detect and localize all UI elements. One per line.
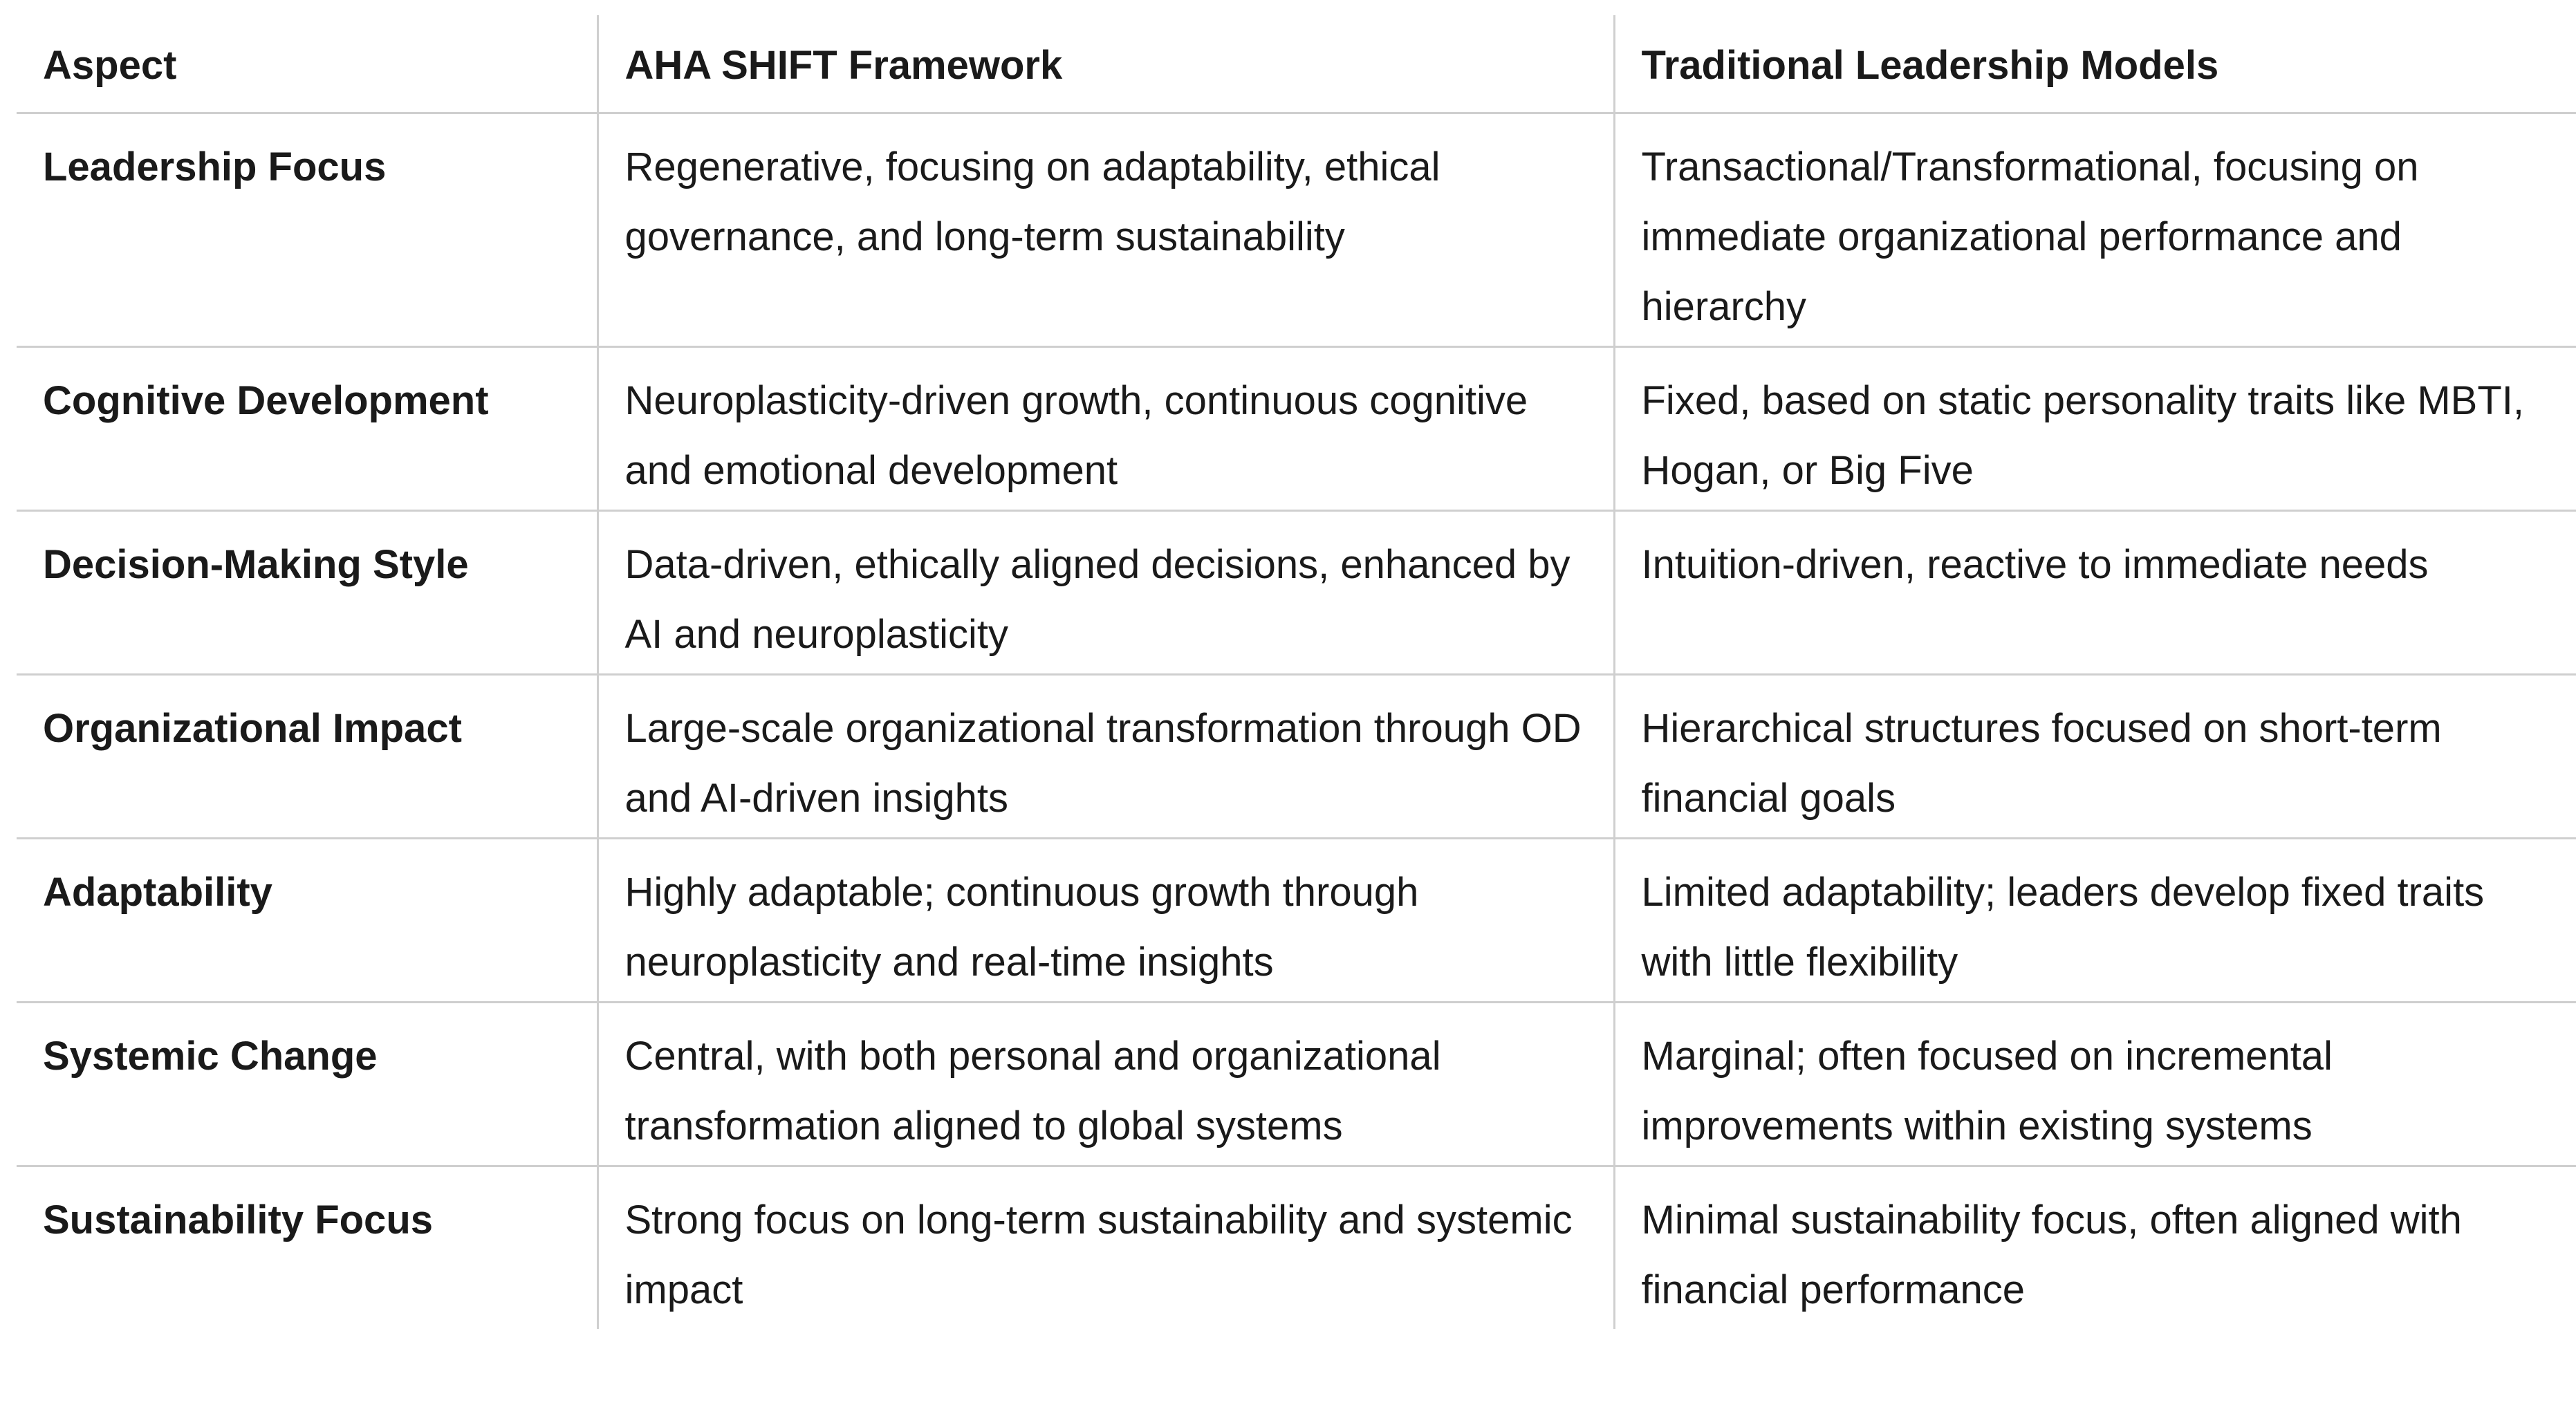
aspect-cell: Cognitive Development xyxy=(17,347,597,511)
aspect-cell: Leadership Focus xyxy=(17,113,597,347)
aspect-cell: Systemic Change xyxy=(17,1003,597,1166)
traditional-cell: Hierarchical structures focused on short-term financial goals xyxy=(1614,675,2576,839)
table-row xyxy=(17,347,2576,511)
aspect-cell: Adaptability xyxy=(17,839,597,1003)
aspect-cell: Sustainability Focus xyxy=(17,1166,597,1330)
table-row xyxy=(17,1003,2576,1166)
header-aspect: Aspect xyxy=(17,15,597,113)
comparison-table xyxy=(17,15,2576,1329)
traditional-cell: Limited adaptability; leaders develop fixed traits with little flexibility xyxy=(1614,839,2576,1003)
traditional-cell: Minimal sustainability focus, often aligned with financial performance xyxy=(1614,1166,2576,1330)
table-row xyxy=(17,839,2576,1003)
aha-cell: Strong focus on long-term sustainability and systemic impact xyxy=(597,1166,1614,1330)
traditional-cell: Transactional/Transformational, focusing on immediate organizational performance and hierarchy xyxy=(1614,113,2576,347)
traditional-cell: Intuition-driven, reactive to immediate needs xyxy=(1614,511,2576,675)
aha-cell: Neuroplasticity-driven growth, continuous cognitive and emotional development xyxy=(597,347,1614,511)
table-row xyxy=(17,675,2576,839)
aspect-cell: Decision-Making Style xyxy=(17,511,597,675)
aspect-cell: Organizational Impact xyxy=(17,675,597,839)
header-aha-shift: AHA SHIFT Framework xyxy=(597,15,1614,113)
aha-cell: Highly adaptable; continuous growth through neuroplasticity and real-time insights xyxy=(597,839,1614,1003)
aha-cell: Central, with both personal and organizational transformation aligned to global systems xyxy=(597,1003,1614,1166)
comparison-table-container xyxy=(17,15,2576,1410)
traditional-cell: Fixed, based on static personality traits like MBTI, Hogan, or Big Five xyxy=(1614,347,2576,511)
table-row xyxy=(17,113,2576,347)
aha-cell: Large-scale organizational transformation through OD and AI-driven insights xyxy=(597,675,1614,839)
traditional-cell: Marginal; often focused on incremental improvements within existing systems xyxy=(1614,1003,2576,1166)
aha-cell: Regenerative, focusing on adaptability, ethical governance, and long-term sustainability xyxy=(597,113,1614,347)
table-header-row xyxy=(17,15,2576,113)
header-traditional: Traditional Leadership Models xyxy=(1614,15,2576,113)
table-row xyxy=(17,511,2576,675)
aha-cell: Data-driven, ethically aligned decisions, enhanced by AI and neuroplasticity xyxy=(597,511,1614,675)
table-row xyxy=(17,1166,2576,1330)
